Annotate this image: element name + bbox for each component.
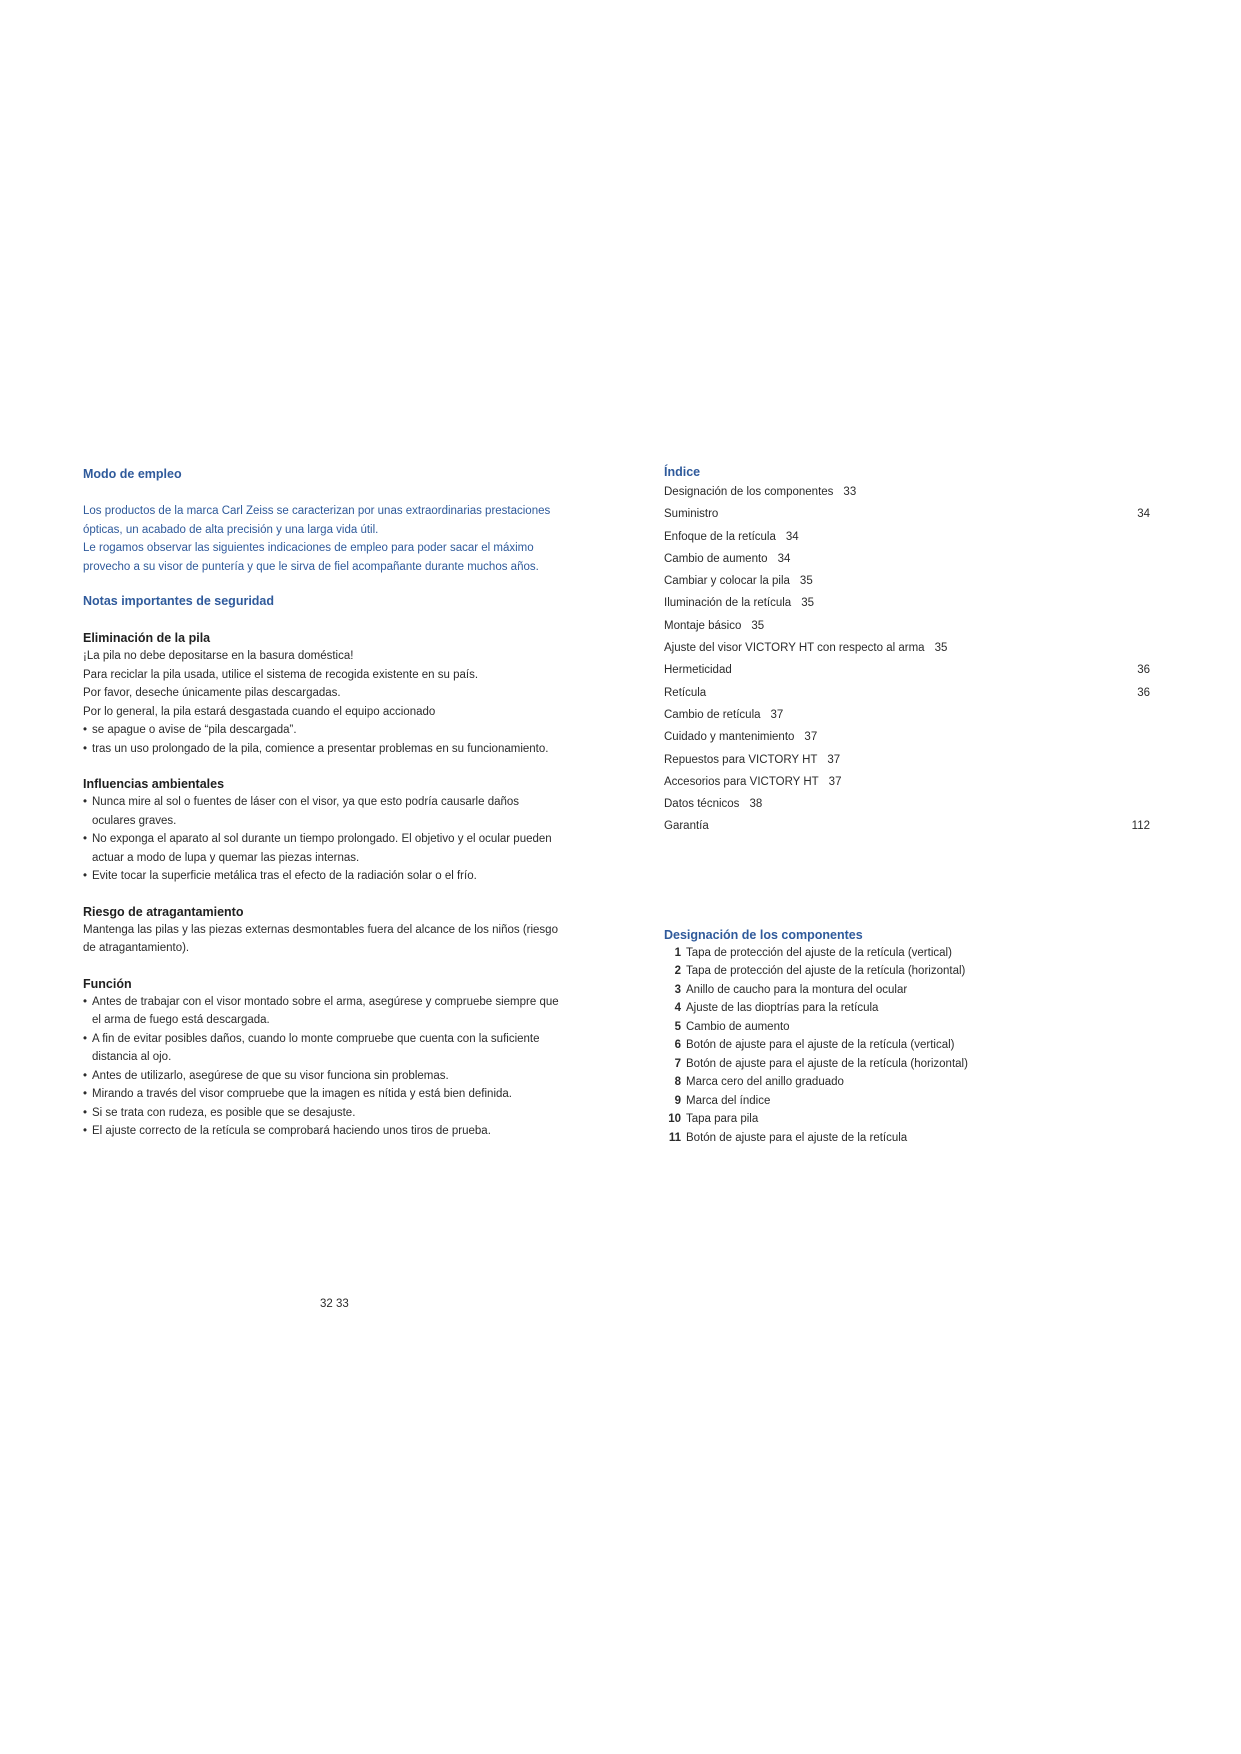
toc-page: 37 [827, 753, 841, 766]
toc-entry[interactable] [664, 704, 1150, 726]
toc-entry[interactable] [664, 615, 1150, 637]
bullet-item: • Evite tocar la superficie metálica tras el efecto de la radiación solar o el frío. [83, 867, 563, 886]
choking-title: Riesgo de atragantamiento [83, 904, 244, 919]
toc-entry[interactable] [664, 659, 1150, 681]
toc-entry[interactable] [664, 815, 1150, 837]
bullet-item: • Antes de utilizarlo, asegúrese de que su visor funciona sin problemas. [83, 1067, 563, 1086]
intro-line-4: provecho a su visor de puntería y que le sirva de fiel acompañante durante muchos años. [83, 560, 539, 573]
toc-label: Cambio de retícula [664, 708, 761, 721]
page-numbers: 32 33 [320, 1298, 349, 1310]
toc-entry[interactable] [664, 771, 1150, 793]
toc-entry[interactable] [664, 548, 1150, 570]
toc-label: Enfoque de la retícula [664, 530, 776, 543]
toc-label: Iluminación de la retícula [664, 597, 792, 610]
environment-bullets [83, 793, 563, 886]
toc-page: 35 [751, 619, 765, 632]
toc-page: 36 [1137, 664, 1150, 677]
battery-line: Por lo general, la pila estará desgastada cuando el equipo accionado [83, 705, 436, 718]
toc-label: Datos técnicos [664, 798, 740, 811]
toc-page: 37 [770, 708, 784, 721]
toc-label: Repuestos para VICTORY HT [664, 753, 818, 766]
toc-page: 112 [1131, 820, 1150, 833]
toc-label: Cuidado y mantenimiento [664, 731, 795, 744]
component-item: 11 Botón de ajuste para el ajuste de la retícula [668, 1131, 908, 1144]
bullet-item: • El ajuste correcto de la retícula se comprobará haciendo unos tiros de prueba. [83, 1122, 563, 1141]
battery-line: ¡La pila no debe depositarse en la basura doméstica! [83, 650, 354, 662]
intro-line-2: ópticas, un acabado de alta precisión y una larga vida útil. [83, 523, 379, 536]
toc-entry[interactable] [664, 526, 1150, 548]
bullet-item: • se apague o avise de “pila descargada”. [83, 721, 563, 740]
bullet-item: • No exponga el aparato al sol durante un tiempo prolongado. El objetivo y el ocular pueden actuar a modo de lupa y quemar las piezas internas. [83, 830, 563, 867]
toc-page: 35 [934, 642, 948, 655]
toc-page: 37 [828, 775, 842, 788]
toc-page: 34 [785, 530, 799, 543]
toc-label: Garantía [664, 820, 709, 833]
toc-entry[interactable] [664, 793, 1150, 815]
safety-title: Notas importantes de seguridad [83, 594, 275, 608]
function-bullets [83, 993, 563, 1141]
intro-line-3: Le rogamos observar las siguientes indicaciones de empleo para poder sacar el máximo [83, 542, 534, 554]
bullet-item: • Antes de trabajar con el visor montado sobre el arma, asegúrese y compruebe siempre que el arma de fuego está descargada. [83, 993, 563, 1030]
toc-label: Designación de los componentes [664, 486, 834, 498]
toc-label: Ajuste del visor VICTORY HT con respecto al arma [664, 642, 925, 655]
toc-page: 34 [1137, 508, 1150, 521]
toc-label: Suministro [664, 508, 719, 521]
toc-label: Accesorios para VICTORY HT [664, 775, 819, 788]
bullet-item: • tras un uso prolongado de la pila, comience a presentar problemas en su funcionamiento. [83, 740, 563, 759]
page-title: Modo de empleo [83, 467, 182, 481]
component-item: 5 Cambio de aumento [674, 1020, 790, 1033]
component-item: 1 Tapa de protección del ajuste de la retícula (vertical) [674, 946, 952, 959]
toc-entry[interactable] [664, 726, 1150, 748]
component-item: 6 Botón de ajuste para el ajuste de la retícula (vertical) [674, 1039, 955, 1052]
component-item: 8 Marca cero del anillo graduado [674, 1076, 844, 1089]
left-column [83, 465, 563, 1141]
component-item: 9 Marca del índice [674, 1094, 771, 1107]
component-item: 2 Tapa de protección del ajuste de la retícula (horizontal) [674, 965, 966, 978]
right-column [664, 463, 1154, 1147]
intro-line-1: Los productos de la marca Carl Zeiss se caracterizan por unas extraordinarias prestaciones [83, 505, 551, 517]
toc-label: Retícula [664, 686, 707, 699]
toc-entry[interactable] [664, 749, 1150, 771]
toc-entry[interactable] [664, 592, 1150, 614]
toc-entry[interactable] [664, 503, 1150, 525]
toc-page: 38 [749, 798, 763, 811]
toc-entry[interactable] [664, 570, 1150, 592]
battery-bullets [83, 721, 563, 758]
bullet-item: • Mirando a través del visor compruebe que la imagen es nítida y está bien definida. [83, 1085, 563, 1104]
toc-page: 34 [777, 552, 791, 565]
bullet-item: • Si se trata con rudeza, es posible que se desajuste. [83, 1104, 563, 1123]
toc-label: Cambio de aumento [664, 552, 768, 565]
function-title: Función [83, 976, 132, 991]
toc-entry[interactable] [664, 682, 1150, 704]
component-item: 7 Botón de ajuste para el ajuste de la retícula (horizontal) [674, 1057, 968, 1070]
component-item: 10 Tapa para pila [668, 1113, 759, 1126]
table-of-contents [664, 481, 1154, 838]
components-list [664, 944, 1154, 1148]
component-item: 3 Anillo de caucho para la montura del ocular [674, 983, 908, 996]
components-title: Designación de los componentes [664, 927, 863, 942]
toc-page: 35 [801, 597, 815, 610]
toc-label: Cambiar y colocar la pila [664, 575, 790, 588]
bullet-item: • A fin de evitar posibles daños, cuando lo monte compruebe que cuenta con la suficiente distancia al ojo. [83, 1030, 563, 1067]
battery-line: Por favor, deseche únicamente pilas descargadas. [83, 687, 341, 699]
index-title: Índice [664, 465, 701, 479]
toc-page: 35 [799, 575, 813, 588]
toc-page: 33 [843, 486, 857, 498]
toc-entry[interactable] [664, 637, 1150, 659]
battery-title: Eliminación de la pila [83, 631, 211, 645]
environment-title: Influencias ambientales [83, 777, 225, 791]
component-item: 4 Ajuste de las dioptrías para la retícula [674, 1002, 879, 1015]
battery-line: Para reciclar la pila usada, utilice el sistema de recogida existente en su país. [83, 668, 479, 681]
toc-page: 37 [804, 731, 818, 744]
bullet-item: • Nunca mire al sol o fuentes de láser con el visor, ya que esto podría causarle daños oculares graves. [83, 793, 563, 830]
toc-label: Montaje básico [664, 619, 742, 632]
toc-page: 36 [1137, 686, 1150, 699]
toc-entry[interactable] [664, 481, 1150, 503]
toc-label: Hermeticidad [664, 664, 732, 677]
choking-text: Mantenga las pilas y las piezas externas desmontables fuera del alcance de los niños (riesgo de atragantamiento). [83, 923, 558, 954]
